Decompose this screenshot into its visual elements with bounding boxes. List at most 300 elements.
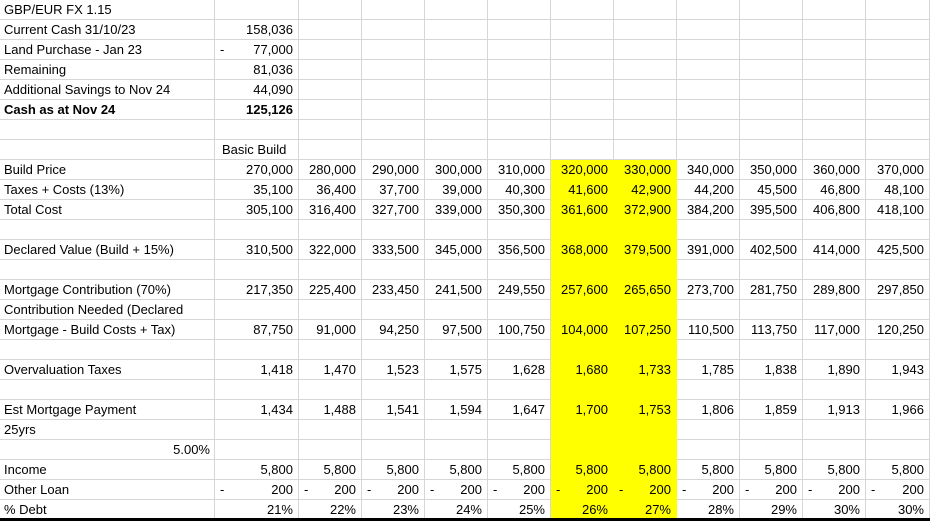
cell-income-c5[interactable]: 5,800 [488, 460, 551, 480]
cell-interest-rate-c7[interactable] [614, 440, 677, 460]
cell-declared-value-c10[interactable]: 414,000 [803, 240, 866, 260]
cell-contribution-needed-line1-c3[interactable] [362, 300, 425, 320]
cell-interest-rate-c3[interactable] [362, 440, 425, 460]
cell-additional-savings-c4[interactable] [425, 80, 488, 100]
cell-basic-build-header-c7[interactable] [614, 140, 677, 160]
cell-additional-savings-label[interactable]: Additional Savings to Nov 24 [0, 80, 215, 100]
cell-term-25yrs-label[interactable]: 25yrs [0, 420, 215, 440]
cell-contribution-needed-line2-c3[interactable]: 94,250 [362, 320, 425, 340]
cell-blank-row-2-label[interactable] [0, 220, 215, 240]
cell-other-loan-c8[interactable] [677, 480, 740, 500]
cell-est-mortgage-payment-c10[interactable]: 1,913 [803, 400, 866, 420]
cell-current-cash-c6[interactable] [551, 20, 614, 40]
cell-mortgage-contribution-c5[interactable]: 249,550 [488, 280, 551, 300]
cell-blank-row-2-c9[interactable] [740, 220, 803, 240]
cell-current-cash-c10[interactable] [803, 20, 866, 40]
cell-land-purchase-c7[interactable] [614, 40, 677, 60]
cell-taxes-costs-c1[interactable]: 35,100 [215, 180, 299, 200]
cell-est-mortgage-payment-c3[interactable]: 1,541 [362, 400, 425, 420]
cell-land-purchase-c5[interactable] [488, 40, 551, 60]
cell-build-price-c7[interactable]: 330,000 [614, 160, 677, 180]
cell-contribution-needed-line2-label[interactable]: Mortgage - Build Costs + Tax) [0, 320, 215, 340]
cell-total-cost-c3[interactable]: 327,700 [362, 200, 425, 220]
cell-interest-rate-c10[interactable] [803, 440, 866, 460]
cell-additional-savings-c8[interactable] [677, 80, 740, 100]
cell-blank-row-3-c5[interactable] [488, 260, 551, 280]
cell-pct-debt-c4[interactable]: 24% [425, 500, 488, 520]
cell-est-mortgage-payment-c11[interactable]: 1,966 [866, 400, 930, 420]
cell-blank-row-4-c5[interactable] [488, 340, 551, 360]
cell-mortgage-contribution-c4[interactable]: 241,500 [425, 280, 488, 300]
cell-income-c2[interactable]: 5,800 [299, 460, 362, 480]
cell-blank-row-1-c9[interactable] [740, 120, 803, 140]
cell-declared-value-c3[interactable]: 333,500 [362, 240, 425, 260]
cell-mortgage-contribution-c2[interactable]: 225,400 [299, 280, 362, 300]
cell-income-c10[interactable]: 5,800 [803, 460, 866, 480]
cell-declared-value-c5[interactable]: 356,500 [488, 240, 551, 260]
cell-fx-rate-c4[interactable] [425, 0, 488, 20]
cell-contribution-needed-line2-c5[interactable]: 100,750 [488, 320, 551, 340]
cell-land-purchase-c3[interactable] [362, 40, 425, 60]
cell-blank-row-1-label[interactable] [0, 120, 215, 140]
cell-build-price-c1[interactable]: 270,000 [215, 160, 299, 180]
cell-cash-as-at-nov-24-c5[interactable] [488, 100, 551, 120]
cell-declared-value-c2[interactable]: 322,000 [299, 240, 362, 260]
cell-overvaluation-taxes-c4[interactable]: 1,575 [425, 360, 488, 380]
cell-est-mortgage-payment-c2[interactable]: 1,488 [299, 400, 362, 420]
cell-additional-savings-c5[interactable] [488, 80, 551, 100]
cell-additional-savings-c1[interactable]: 44,090 [215, 80, 299, 100]
cell-other-loan-c4[interactable] [425, 480, 488, 500]
cell-mortgage-contribution-c1[interactable]: 217,350 [215, 280, 299, 300]
cell-other-loan-c10[interactable] [803, 480, 866, 500]
cell-contribution-needed-line1-c9[interactable] [740, 300, 803, 320]
cell-cash-as-at-nov-24-c4[interactable] [425, 100, 488, 120]
cell-blank-row-1-c5[interactable] [488, 120, 551, 140]
cell-blank-row-2-c6[interactable] [551, 220, 614, 240]
cell-additional-savings-c2[interactable] [299, 80, 362, 100]
cell-other-loan-c7[interactable] [614, 480, 677, 500]
cell-blank-row-1-c7[interactable] [614, 120, 677, 140]
cell-blank-row-5-c8[interactable] [677, 380, 740, 400]
cell-blank-row-3-c4[interactable] [425, 260, 488, 280]
cell-contribution-needed-line2-c1[interactable]: 87,750 [215, 320, 299, 340]
cell-declared-value-c6[interactable]: 368,000 [551, 240, 614, 260]
cell-pct-debt-c11[interactable]: 30% [866, 500, 930, 520]
cell-remaining-c1[interactable]: 81,036 [215, 60, 299, 80]
cell-blank-row-4-c2[interactable] [299, 340, 362, 360]
cell-remaining-c10[interactable] [803, 60, 866, 80]
cell-cash-as-at-nov-24-c2[interactable] [299, 100, 362, 120]
cell-pct-debt-c10[interactable]: 30% [803, 500, 866, 520]
cell-build-price-label[interactable]: Build Price [0, 160, 215, 180]
cell-taxes-costs-c9[interactable]: 45,500 [740, 180, 803, 200]
cell-blank-row-2-c5[interactable] [488, 220, 551, 240]
cell-declared-value-c1[interactable]: 310,500 [215, 240, 299, 260]
cell-total-cost-c5[interactable]: 350,300 [488, 200, 551, 220]
cell-fx-rate-c7[interactable] [614, 0, 677, 20]
cell-fx-rate-label[interactable]: GBP/EUR FX 1.15 [0, 0, 215, 20]
cell-overvaluation-taxes-c3[interactable]: 1,523 [362, 360, 425, 380]
cell-interest-rate-c9[interactable] [740, 440, 803, 460]
cell-blank-row-4-label[interactable] [0, 340, 215, 360]
cell-land-purchase-c4[interactable] [425, 40, 488, 60]
cell-term-25yrs-c9[interactable] [740, 420, 803, 440]
cell-total-cost-c6[interactable]: 361,600 [551, 200, 614, 220]
cell-pct-debt-c7[interactable]: 27% [614, 500, 677, 520]
cell-contribution-needed-line1-c7[interactable] [614, 300, 677, 320]
cell-mortgage-contribution-c9[interactable]: 281,750 [740, 280, 803, 300]
cell-taxes-costs-c2[interactable]: 36,400 [299, 180, 362, 200]
cell-overvaluation-taxes-c1[interactable]: 1,418 [215, 360, 299, 380]
cell-contribution-needed-line2-c11[interactable]: 120,250 [866, 320, 930, 340]
cell-pct-debt-c6[interactable]: 26% [551, 500, 614, 520]
cell-remaining-c6[interactable] [551, 60, 614, 80]
cell-declared-value-c8[interactable]: 391,000 [677, 240, 740, 260]
cell-blank-row-4-c8[interactable] [677, 340, 740, 360]
cell-blank-row-1-c8[interactable] [677, 120, 740, 140]
cell-blank-row-1-c6[interactable] [551, 120, 614, 140]
cell-total-cost-label[interactable]: Total Cost [0, 200, 215, 220]
cell-additional-savings-c10[interactable] [803, 80, 866, 100]
cell-blank-row-2-c11[interactable] [866, 220, 930, 240]
cell-other-loan-c6[interactable] [551, 480, 614, 500]
cell-blank-row-3-c10[interactable] [803, 260, 866, 280]
cell-total-cost-c4[interactable]: 339,000 [425, 200, 488, 220]
cell-blank-row-1-c2[interactable] [299, 120, 362, 140]
cell-term-25yrs-c10[interactable] [803, 420, 866, 440]
cell-blank-row-1-c10[interactable] [803, 120, 866, 140]
cell-mortgage-contribution-c3[interactable]: 233,450 [362, 280, 425, 300]
cell-est-mortgage-payment-c4[interactable]: 1,594 [425, 400, 488, 420]
cell-blank-row-2-c1[interactable] [215, 220, 299, 240]
cell-blank-row-5-c11[interactable] [866, 380, 930, 400]
cell-taxes-costs-c6[interactable]: 41,600 [551, 180, 614, 200]
cell-cash-as-at-nov-24-c3[interactable] [362, 100, 425, 120]
cell-other-loan-c11[interactable] [866, 480, 930, 500]
cell-remaining-c2[interactable] [299, 60, 362, 80]
cell-income-c6[interactable]: 5,800 [551, 460, 614, 480]
cell-fx-rate-c11[interactable] [866, 0, 930, 20]
cell-taxes-costs-label[interactable]: Taxes + Costs (13%) [0, 180, 215, 200]
cell-blank-row-2-c2[interactable] [299, 220, 362, 240]
cell-income-c3[interactable]: 5,800 [362, 460, 425, 480]
cell-other-loan-c9[interactable] [740, 480, 803, 500]
cell-blank-row-3-c7[interactable] [614, 260, 677, 280]
cell-blank-row-5-c5[interactable] [488, 380, 551, 400]
cell-pct-debt-c2[interactable]: 22% [299, 500, 362, 520]
cell-interest-rate-label[interactable]: 5.00% [0, 440, 215, 460]
cell-total-cost-c10[interactable]: 406,800 [803, 200, 866, 220]
cell-mortgage-contribution-label[interactable]: Mortgage Contribution (70%) [0, 280, 215, 300]
cell-blank-row-3-label[interactable] [0, 260, 215, 280]
cell-additional-savings-c11[interactable] [866, 80, 930, 100]
cell-blank-row-5-c6[interactable] [551, 380, 614, 400]
cell-fx-rate-c6[interactable] [551, 0, 614, 20]
cell-blank-row-1-c1[interactable] [215, 120, 299, 140]
cell-land-purchase-c8[interactable] [677, 40, 740, 60]
cell-est-mortgage-payment-c8[interactable]: 1,806 [677, 400, 740, 420]
cell-interest-rate-c4[interactable] [425, 440, 488, 460]
cell-contribution-needed-line1-c2[interactable] [299, 300, 362, 320]
cell-land-purchase-c1[interactable] [215, 40, 299, 60]
cell-cash-as-at-nov-24-c8[interactable] [677, 100, 740, 120]
cell-remaining-c3[interactable] [362, 60, 425, 80]
cell-contribution-needed-line1-c11[interactable] [866, 300, 930, 320]
cell-current-cash-c3[interactable] [362, 20, 425, 40]
cell-overvaluation-taxes-c9[interactable]: 1,838 [740, 360, 803, 380]
cell-cash-as-at-nov-24-c7[interactable] [614, 100, 677, 120]
cell-basic-build-header-c3[interactable] [362, 140, 425, 160]
cell-land-purchase-c9[interactable] [740, 40, 803, 60]
cell-declared-value-label[interactable]: Declared Value (Build + 15%) [0, 240, 215, 260]
cell-blank-row-2-c10[interactable] [803, 220, 866, 240]
cell-fx-rate-c10[interactable] [803, 0, 866, 20]
cell-basic-build-header-c4[interactable] [425, 140, 488, 160]
cell-basic-build-header-c8[interactable] [677, 140, 740, 160]
cell-overvaluation-taxes-c6[interactable]: 1,680 [551, 360, 614, 380]
cell-income-label[interactable]: Income [0, 460, 215, 480]
cell-land-purchase-label[interactable]: Land Purchase - Jan 23 [0, 40, 215, 60]
cell-income-c4[interactable]: 5,800 [425, 460, 488, 480]
cell-total-cost-c1[interactable]: 305,100 [215, 200, 299, 220]
cell-total-cost-c8[interactable]: 384,200 [677, 200, 740, 220]
cell-other-loan-c3[interactable] [362, 480, 425, 500]
cell-land-purchase-c2[interactable] [299, 40, 362, 60]
cell-basic-build-header-label[interactable] [0, 140, 215, 160]
cell-term-25yrs-c11[interactable] [866, 420, 930, 440]
cell-basic-build-header-c9[interactable] [740, 140, 803, 160]
cell-total-cost-c7[interactable]: 372,900 [614, 200, 677, 220]
cell-blank-row-3-c1[interactable] [215, 260, 299, 280]
cell-est-mortgage-payment-c6[interactable]: 1,700 [551, 400, 614, 420]
cell-fx-rate-c3[interactable] [362, 0, 425, 20]
cell-term-25yrs-c3[interactable] [362, 420, 425, 440]
cell-blank-row-1-c11[interactable] [866, 120, 930, 140]
cell-other-loan-c1[interactable] [215, 480, 299, 500]
cell-build-price-c11[interactable]: 370,000 [866, 160, 930, 180]
cell-cash-as-at-nov-24-c6[interactable] [551, 100, 614, 120]
cell-taxes-costs-c5[interactable]: 40,300 [488, 180, 551, 200]
cell-fx-rate-c1[interactable] [215, 0, 299, 20]
cell-current-cash-c7[interactable] [614, 20, 677, 40]
cell-pct-debt-c3[interactable]: 23% [362, 500, 425, 520]
cell-basic-build-header-c2[interactable] [299, 140, 362, 160]
cell-blank-row-3-c8[interactable] [677, 260, 740, 280]
cell-basic-build-header-c10[interactable] [803, 140, 866, 160]
cell-blank-row-5-label[interactable] [0, 380, 215, 400]
cell-interest-rate-c5[interactable] [488, 440, 551, 460]
cell-additional-savings-c9[interactable] [740, 80, 803, 100]
cell-interest-rate-c11[interactable] [866, 440, 930, 460]
cell-contribution-needed-line2-c9[interactable]: 113,750 [740, 320, 803, 340]
cell-mortgage-contribution-c8[interactable]: 273,700 [677, 280, 740, 300]
cell-build-price-c6[interactable]: 320,000 [551, 160, 614, 180]
cell-current-cash-label[interactable]: Current Cash 31/10/23 [0, 20, 215, 40]
cell-current-cash-c8[interactable] [677, 20, 740, 40]
cell-overvaluation-taxes-label[interactable]: Overvaluation Taxes [0, 360, 215, 380]
cell-mortgage-contribution-c6[interactable]: 257,600 [551, 280, 614, 300]
cell-interest-rate-c1[interactable] [215, 440, 299, 460]
cell-income-c1[interactable]: 5,800 [215, 460, 299, 480]
cell-additional-savings-c6[interactable] [551, 80, 614, 100]
cell-term-25yrs-c5[interactable] [488, 420, 551, 440]
cell-land-purchase-c10[interactable] [803, 40, 866, 60]
cell-blank-row-5-c10[interactable] [803, 380, 866, 400]
cell-other-loan-c5[interactable] [488, 480, 551, 500]
cell-current-cash-c11[interactable] [866, 20, 930, 40]
cell-build-price-c2[interactable]: 280,000 [299, 160, 362, 180]
cell-mortgage-contribution-c11[interactable]: 297,850 [866, 280, 930, 300]
cell-contribution-needed-line1-c6[interactable] [551, 300, 614, 320]
cell-blank-row-2-c7[interactable] [614, 220, 677, 240]
cell-taxes-costs-c3[interactable]: 37,700 [362, 180, 425, 200]
cell-land-purchase-c6[interactable] [551, 40, 614, 60]
cell-blank-row-5-c3[interactable] [362, 380, 425, 400]
cell-fx-rate-c2[interactable] [299, 0, 362, 20]
cell-other-loan-label[interactable]: Other Loan [0, 480, 215, 500]
cell-contribution-needed-line2-c4[interactable]: 97,500 [425, 320, 488, 340]
cell-other-loan-c2[interactable] [299, 480, 362, 500]
cell-remaining-c8[interactable] [677, 60, 740, 80]
cell-contribution-needed-line1-label[interactable]: Contribution Needed (Declared [0, 300, 215, 320]
cell-taxes-costs-c7[interactable]: 42,900 [614, 180, 677, 200]
cell-basic-build-header-c6[interactable] [551, 140, 614, 160]
cell-blank-row-4-c6[interactable] [551, 340, 614, 360]
cell-total-cost-c9[interactable]: 395,500 [740, 200, 803, 220]
cell-taxes-costs-c11[interactable]: 48,100 [866, 180, 930, 200]
cell-blank-row-5-c9[interactable] [740, 380, 803, 400]
cell-est-mortgage-payment-label[interactable]: Est Mortgage Payment [0, 400, 215, 420]
cell-declared-value-c9[interactable]: 402,500 [740, 240, 803, 260]
cell-interest-rate-c8[interactable] [677, 440, 740, 460]
cell-blank-row-5-c4[interactable] [425, 380, 488, 400]
cell-overvaluation-taxes-c10[interactable]: 1,890 [803, 360, 866, 380]
cell-cash-as-at-nov-24-label[interactable]: Cash as at Nov 24 [0, 100, 215, 120]
cell-pct-debt-c5[interactable]: 25% [488, 500, 551, 520]
cell-remaining-c5[interactable] [488, 60, 551, 80]
cell-taxes-costs-c8[interactable]: 44,200 [677, 180, 740, 200]
cell-fx-rate-c5[interactable] [488, 0, 551, 20]
cell-est-mortgage-payment-c5[interactable]: 1,647 [488, 400, 551, 420]
cell-fx-rate-c9[interactable] [740, 0, 803, 20]
cell-declared-value-c7[interactable]: 379,500 [614, 240, 677, 260]
cell-blank-row-2-c8[interactable] [677, 220, 740, 240]
cell-term-25yrs-c6[interactable] [551, 420, 614, 440]
cell-blank-row-5-c2[interactable] [299, 380, 362, 400]
cell-interest-rate-c2[interactable] [299, 440, 362, 460]
cell-remaining-c4[interactable] [425, 60, 488, 80]
cell-taxes-costs-c10[interactable]: 46,800 [803, 180, 866, 200]
cell-pct-debt-label[interactable]: % Debt [0, 500, 215, 520]
cell-cash-as-at-nov-24-c9[interactable] [740, 100, 803, 120]
cell-contribution-needed-line1-c8[interactable] [677, 300, 740, 320]
cell-remaining-c7[interactable] [614, 60, 677, 80]
cell-build-price-c4[interactable]: 300,000 [425, 160, 488, 180]
cell-cash-as-at-nov-24-c11[interactable] [866, 100, 930, 120]
cell-term-25yrs-c1[interactable] [215, 420, 299, 440]
cell-income-c7[interactable]: 5,800 [614, 460, 677, 480]
cell-contribution-needed-line1-c4[interactable] [425, 300, 488, 320]
cell-remaining-label[interactable]: Remaining [0, 60, 215, 80]
cell-remaining-c11[interactable] [866, 60, 930, 80]
cell-contribution-needed-line2-c6[interactable]: 104,000 [551, 320, 614, 340]
cell-overvaluation-taxes-c7[interactable]: 1,733 [614, 360, 677, 380]
cell-est-mortgage-payment-c1[interactable]: 1,434 [215, 400, 299, 420]
cell-est-mortgage-payment-c9[interactable]: 1,859 [740, 400, 803, 420]
cell-blank-row-4-c1[interactable] [215, 340, 299, 360]
cell-est-mortgage-payment-c7[interactable]: 1,753 [614, 400, 677, 420]
cell-mortgage-contribution-c10[interactable]: 289,800 [803, 280, 866, 300]
cell-term-25yrs-c2[interactable] [299, 420, 362, 440]
cell-build-price-c3[interactable]: 290,000 [362, 160, 425, 180]
cell-term-25yrs-c7[interactable] [614, 420, 677, 440]
cell-contribution-needed-line2-c7[interactable]: 107,250 [614, 320, 677, 340]
cell-term-25yrs-c8[interactable] [677, 420, 740, 440]
cell-blank-row-4-c10[interactable] [803, 340, 866, 360]
cell-basic-build-header-c5[interactable] [488, 140, 551, 160]
cell-cash-as-at-nov-24-c10[interactable] [803, 100, 866, 120]
cell-remaining-c9[interactable] [740, 60, 803, 80]
cell-contribution-needed-line1-c10[interactable] [803, 300, 866, 320]
cell-blank-row-3-c6[interactable] [551, 260, 614, 280]
cell-current-cash-c4[interactable] [425, 20, 488, 40]
cell-income-c9[interactable]: 5,800 [740, 460, 803, 480]
cell-interest-rate-c6[interactable] [551, 440, 614, 460]
cell-fx-rate-c8[interactable] [677, 0, 740, 20]
cell-blank-row-3-c9[interactable] [740, 260, 803, 280]
cell-current-cash-c9[interactable] [740, 20, 803, 40]
cell-total-cost-c2[interactable]: 316,400 [299, 200, 362, 220]
cell-contribution-needed-line2-c8[interactable]: 110,500 [677, 320, 740, 340]
cell-term-25yrs-c4[interactable] [425, 420, 488, 440]
cell-cash-as-at-nov-24-c1[interactable]: 125,126 [215, 100, 299, 120]
cell-build-price-c5[interactable]: 310,000 [488, 160, 551, 180]
cell-overvaluation-taxes-c5[interactable]: 1,628 [488, 360, 551, 380]
cell-current-cash-c5[interactable] [488, 20, 551, 40]
cell-current-cash-c1[interactable]: 158,036 [215, 20, 299, 40]
cell-income-c11[interactable]: 5,800 [866, 460, 930, 480]
cell-income-c8[interactable]: 5,800 [677, 460, 740, 480]
cell-build-price-c8[interactable]: 340,000 [677, 160, 740, 180]
cell-mortgage-contribution-c7[interactable]: 265,650 [614, 280, 677, 300]
cell-total-cost-c11[interactable]: 418,100 [866, 200, 930, 220]
cell-basic-build-header-c1[interactable]: Basic Build [215, 140, 299, 160]
cell-blank-row-5-c7[interactable] [614, 380, 677, 400]
cell-blank-row-2-c4[interactable] [425, 220, 488, 240]
cell-declared-value-c11[interactable]: 425,500 [866, 240, 930, 260]
cell-current-cash-c2[interactable] [299, 20, 362, 40]
cell-build-price-c9[interactable]: 350,000 [740, 160, 803, 180]
cell-blank-row-5-c1[interactable] [215, 380, 299, 400]
cell-overvaluation-taxes-c11[interactable]: 1,943 [866, 360, 930, 380]
cell-contribution-needed-line2-c2[interactable]: 91,000 [299, 320, 362, 340]
cell-blank-row-4-c3[interactable] [362, 340, 425, 360]
cell-contribution-needed-line1-c5[interactable] [488, 300, 551, 320]
cell-blank-row-3-c2[interactable] [299, 260, 362, 280]
cell-overvaluation-taxes-c2[interactable]: 1,470 [299, 360, 362, 380]
cell-blank-row-2-c3[interactable] [362, 220, 425, 240]
cell-pct-debt-c1[interactable]: 21% [215, 500, 299, 520]
cell-blank-row-4-c7[interactable] [614, 340, 677, 360]
cell-blank-row-1-c3[interactable] [362, 120, 425, 140]
cell-blank-row-1-c4[interactable] [425, 120, 488, 140]
cell-build-price-c10[interactable]: 360,000 [803, 160, 866, 180]
cell-basic-build-header-c11[interactable] [866, 140, 930, 160]
cell-contribution-needed-line2-c10[interactable]: 117,000 [803, 320, 866, 340]
cell-blank-row-4-c4[interactable] [425, 340, 488, 360]
cell-blank-row-4-c9[interactable] [740, 340, 803, 360]
